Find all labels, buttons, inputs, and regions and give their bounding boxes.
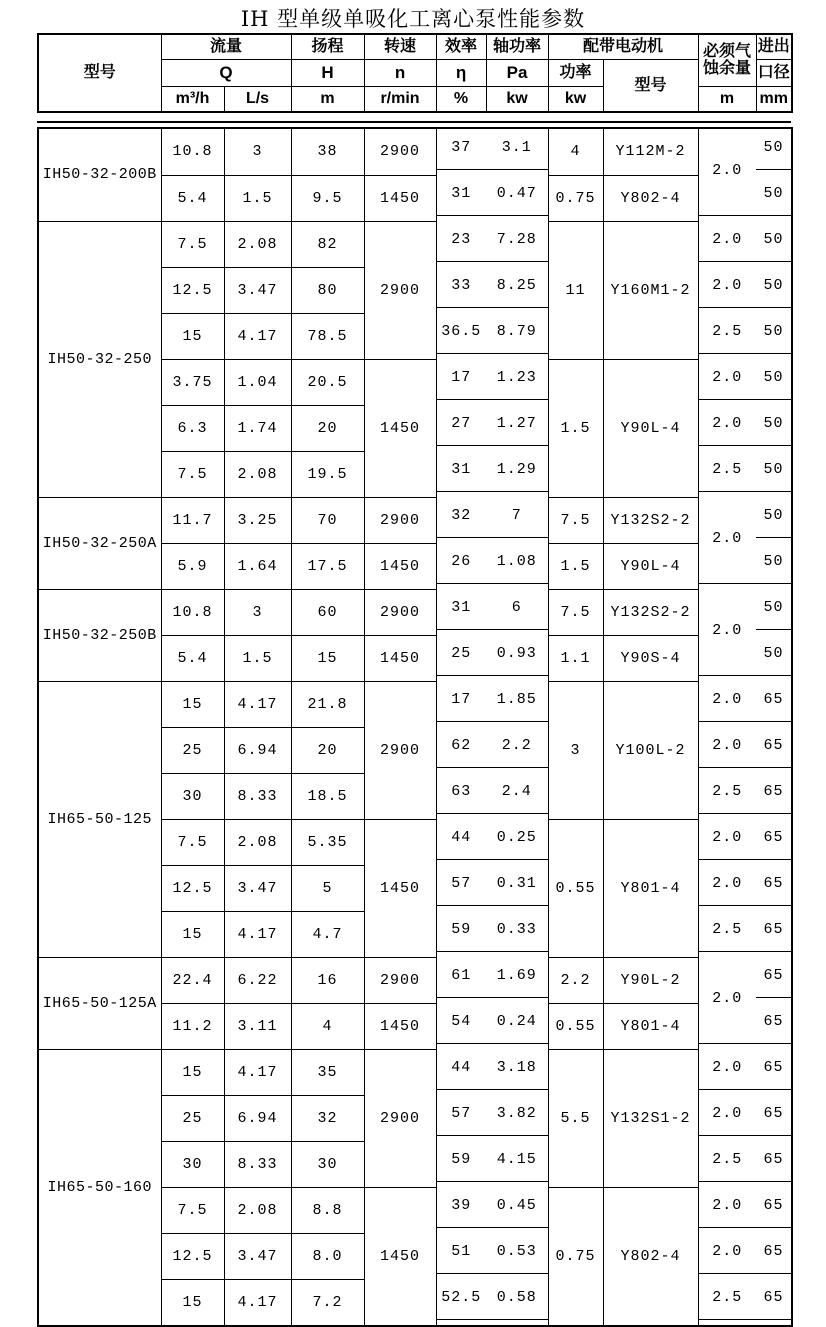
table-row (38, 128, 792, 175)
port-diameter-mm: 50 (756, 221, 792, 267)
shaft-power-kw: 8.25 (486, 267, 548, 313)
npsh-m: 2.0 (698, 727, 756, 773)
flow-m3h: 15 (161, 1279, 224, 1326)
flow-m3h: 5.9 (161, 543, 224, 589)
head-m: 15 (291, 635, 364, 681)
speed-rmin: 2900 (364, 497, 436, 543)
motor-power-kw: 1.1 (548, 635, 603, 681)
port-diameter-mm: 65 (756, 1095, 792, 1141)
motor-model: Y90L-2 (603, 957, 698, 1003)
flow-m3h: 7.5 (161, 451, 224, 497)
port-diameter-mm: 50 (756, 359, 792, 405)
header-head: 扬程 (291, 34, 364, 60)
flow-m3h: 10.8 (161, 589, 224, 635)
flow-ls: 4.17 (224, 313, 291, 359)
flow-ls: 8.33 (224, 773, 291, 819)
flow-m3h: 7.5 (161, 819, 224, 865)
head-m: 16 (291, 957, 364, 1003)
npsh-m: 2.0 (698, 267, 756, 313)
header-shaft-power: 轴功率 (486, 34, 548, 60)
shaft-power-kw: 1.29 (486, 451, 548, 497)
header-speed: 转速 (364, 34, 436, 60)
efficiency-percent: 31 (436, 589, 486, 635)
npsh-m: 2.5 (698, 1141, 756, 1187)
efficiency-percent: 57 (436, 1095, 486, 1141)
flow-ls: 2.08 (224, 451, 291, 497)
shaft-power-kw: 3.18 (486, 1049, 548, 1095)
flow-ls: 6.94 (224, 727, 291, 773)
header-ports-line1: 进出 (756, 34, 792, 60)
speed-rmin: 2900 (364, 957, 436, 1003)
flow-ls: 3 (224, 128, 291, 175)
pump-model: IH50-32-250B (38, 589, 161, 681)
page-title: IH 型单级单吸化工离心泵性能参数 (240, 7, 586, 31)
motor-power-kw: 0.75 (548, 1187, 603, 1326)
efficiency-percent: 36.5 (436, 313, 486, 359)
head-m: 35 (291, 1049, 364, 1095)
npsh-m: 2.0 (698, 1049, 756, 1095)
npsh-m: 2.5 (698, 773, 756, 819)
pump-model: IH50-32-250A (38, 497, 161, 589)
port-diameter-mm: 65 (756, 681, 792, 727)
motor-model: Y801-4 (603, 1003, 698, 1049)
flow-m3h: 30 (161, 1141, 224, 1187)
port-diameter-mm: 50 (756, 497, 792, 543)
flow-ls: 8.33 (224, 1141, 291, 1187)
motor-model: Y90L-4 (603, 543, 698, 589)
flow-ls: 1.64 (224, 543, 291, 589)
efficiency-percent: 54 (436, 1003, 486, 1049)
motor-power-kw: 3 (548, 681, 603, 819)
head-m: 32 (291, 1095, 364, 1141)
head-m: 18.5 (291, 773, 364, 819)
flow-ls: 4.17 (224, 681, 291, 727)
speed-rmin: 2900 (364, 589, 436, 635)
motor-power-kw: 1.5 (548, 359, 603, 497)
head-m: 20 (291, 405, 364, 451)
header-unit-head-m: m (291, 86, 364, 112)
motor-power-kw: 1.5 (548, 543, 603, 589)
shaft-power-kw: 1.08 (486, 543, 548, 589)
speed-rmin: 1450 (364, 1187, 436, 1326)
efficiency-percent: 44 (436, 819, 486, 865)
table-row (38, 221, 792, 267)
flow-m3h: 22.4 (161, 957, 224, 1003)
efficiency-percent: 31 (436, 451, 486, 497)
header-unit-pa-kw: kw (486, 86, 548, 112)
motor-power-kw: 0.55 (548, 1003, 603, 1049)
head-m: 4.7 (291, 911, 364, 957)
head-m: 80 (291, 267, 364, 313)
motor-model: Y90S-4 (603, 635, 698, 681)
flow-ls: 3.11 (224, 1003, 291, 1049)
flow-ls: 1.5 (224, 175, 291, 221)
header-unit-mm: mm (756, 86, 792, 112)
header-flow: 流量 (161, 34, 291, 60)
npsh-m: 2.0 (698, 1187, 756, 1233)
efficiency-percent: 52.5 (436, 1279, 486, 1326)
head-m: 17.5 (291, 543, 364, 589)
table-row (38, 957, 792, 1003)
shaft-power-kw: 7.28 (486, 221, 548, 267)
header-unit-rmin: r/min (364, 86, 436, 112)
table-row (38, 589, 792, 635)
flow-ls: 3.47 (224, 1233, 291, 1279)
flow-ls: 3 (224, 589, 291, 635)
motor-power-kw: 7.5 (548, 589, 603, 635)
shaft-power-kw: 0.24 (486, 1003, 548, 1049)
head-m: 82 (291, 221, 364, 267)
efficiency-percent: 59 (436, 911, 486, 957)
flow-m3h: 15 (161, 1049, 224, 1095)
npsh-m: 2.0 (698, 589, 756, 681)
motor-power-kw: 0.75 (548, 175, 603, 221)
speed-rmin: 2900 (364, 681, 436, 819)
shaft-power-kw: 0.25 (486, 819, 548, 865)
motor-model: Y802-4 (603, 1187, 698, 1326)
efficiency-percent: 32 (436, 497, 486, 543)
head-m: 8.8 (291, 1187, 364, 1233)
shaft-power-kw: 4.15 (486, 1141, 548, 1187)
head-m: 20 (291, 727, 364, 773)
shaft-power-kw: 1.27 (486, 405, 548, 451)
header-motor: 配带电动机 (548, 34, 698, 60)
flow-m3h: 7.5 (161, 221, 224, 267)
port-diameter-mm: 65 (756, 1141, 792, 1187)
flow-ls: 3.47 (224, 865, 291, 911)
shaft-power-kw: 0.47 (486, 175, 548, 221)
shaft-power-kw: 2.4 (486, 773, 548, 819)
header-efficiency-symbol: η (436, 60, 486, 87)
head-m: 70 (291, 497, 364, 543)
header-unit-npsh-m: m (698, 86, 756, 112)
speed-rmin: 2900 (364, 128, 436, 175)
efficiency-percent: 62 (436, 727, 486, 773)
head-m: 30 (291, 1141, 364, 1187)
header-shaft-power-symbol: Pa (486, 60, 548, 87)
header-ports-line2: 口径 (756, 60, 792, 87)
efficiency-percent: 39 (436, 1187, 486, 1233)
port-diameter-mm: 50 (756, 635, 792, 681)
efficiency-percent: 51 (436, 1233, 486, 1279)
flow-m3h: 10.8 (161, 128, 224, 175)
port-diameter-mm: 65 (756, 1187, 792, 1233)
speed-rmin: 1450 (364, 819, 436, 957)
efficiency-percent: 25 (436, 635, 486, 681)
flow-ls: 4.17 (224, 1049, 291, 1095)
efficiency-percent: 44 (436, 1049, 486, 1095)
shaft-power-kw: 7 (486, 497, 548, 543)
efficiency-percent: 37 (436, 128, 486, 175)
header-npsh (698, 34, 756, 86)
flow-m3h: 5.4 (161, 635, 224, 681)
npsh-m: 2.0 (698, 957, 756, 1049)
port-diameter-mm: 65 (756, 819, 792, 865)
motor-power-kw: 7.5 (548, 497, 603, 543)
shaft-power-kw: 0.45 (486, 1187, 548, 1233)
efficiency-percent: 61 (436, 957, 486, 1003)
port-diameter-mm: 65 (756, 911, 792, 957)
flow-m3h: 6.3 (161, 405, 224, 451)
flow-m3h: 25 (161, 1095, 224, 1141)
shaft-power-kw: 8.79 (486, 313, 548, 359)
shaft-power-kw: 1.69 (486, 957, 548, 1003)
port-diameter-mm: 65 (756, 957, 792, 1003)
speed-rmin: 1450 (364, 175, 436, 221)
head-m: 20.5 (291, 359, 364, 405)
efficiency-percent: 26 (436, 543, 486, 589)
head-m: 9.5 (291, 175, 364, 221)
flow-m3h: 11.7 (161, 497, 224, 543)
header-unit-m3h: m³/h (161, 86, 224, 112)
npsh-m: 2.5 (698, 451, 756, 497)
port-diameter-mm: 50 (756, 451, 792, 497)
port-diameter-mm: 65 (756, 865, 792, 911)
shaft-power-kw: 0.53 (486, 1233, 548, 1279)
shaft-power-kw: 0.31 (486, 865, 548, 911)
npsh-m: 2.5 (698, 911, 756, 957)
npsh-m: 2.0 (698, 1233, 756, 1279)
head-m: 21.8 (291, 681, 364, 727)
pump-model: IH65-50-125A (38, 957, 161, 1049)
shaft-power-kw: 1.23 (486, 359, 548, 405)
shaft-power-kw: 0.93 (486, 635, 548, 681)
npsh-m: 2.5 (698, 313, 756, 359)
efficiency-percent: 57 (436, 865, 486, 911)
head-m: 8.0 (291, 1233, 364, 1279)
efficiency-percent: 23 (436, 221, 486, 267)
pump-model: IH65-50-125 (38, 681, 161, 957)
table-row (38, 681, 792, 727)
flow-ls: 2.08 (224, 1187, 291, 1233)
npsh-m: 2.5 (698, 1279, 756, 1326)
port-diameter-mm: 50 (756, 175, 792, 221)
port-diameter-mm: 65 (756, 1279, 792, 1326)
port-diameter-mm: 50 (756, 589, 792, 635)
flow-ls: 1.04 (224, 359, 291, 405)
flow-ls: 6.22 (224, 957, 291, 1003)
header-motor-model: 型号 (603, 60, 698, 112)
port-diameter-mm: 65 (756, 1233, 792, 1279)
efficiency-percent: 59 (436, 1141, 486, 1187)
header-motor-power: 功率 (548, 60, 603, 87)
header-npsh-line1: 必须气 (703, 42, 752, 60)
speed-rmin: 1450 (364, 635, 436, 681)
efficiency-percent: 63 (436, 773, 486, 819)
head-m: 4 (291, 1003, 364, 1049)
motor-power-kw: 2.2 (548, 957, 603, 1003)
flow-ls: 1.74 (224, 405, 291, 451)
motor-model: Y132S1-2 (603, 1049, 698, 1187)
shaft-power-kw: 3.1 (486, 128, 548, 175)
npsh-m: 2.0 (698, 128, 756, 221)
port-diameter-mm: 65 (756, 1003, 792, 1049)
pump-model: IH50-32-200B (38, 128, 161, 221)
flow-ls: 6.94 (224, 1095, 291, 1141)
flow-m3h: 12.5 (161, 267, 224, 313)
shaft-power-kw: 6 (486, 589, 548, 635)
flow-m3h: 5.4 (161, 175, 224, 221)
shaft-power-kw: 2.2 (486, 727, 548, 773)
head-m: 7.2 (291, 1279, 364, 1326)
motor-model: Y160M1-2 (603, 221, 698, 359)
flow-ls: 1.5 (224, 635, 291, 681)
npsh-m: 2.0 (698, 405, 756, 451)
pump-model: IH65-50-160 (38, 1049, 161, 1326)
header-table (37, 33, 793, 113)
flow-m3h: 3.75 (161, 359, 224, 405)
head-m: 5 (291, 865, 364, 911)
motor-power-kw: 4 (548, 128, 603, 175)
port-diameter-mm: 65 (756, 727, 792, 773)
efficiency-percent: 27 (436, 405, 486, 451)
head-m: 19.5 (291, 451, 364, 497)
npsh-m: 2.0 (698, 359, 756, 405)
npsh-m: 2.0 (698, 221, 756, 267)
motor-model: Y801-4 (603, 819, 698, 957)
npsh-m: 2.0 (698, 865, 756, 911)
flow-m3h: 25 (161, 727, 224, 773)
shaft-power-kw: 0.58 (486, 1279, 548, 1326)
header-model: 型号 (38, 34, 161, 112)
npsh-m: 2.0 (698, 497, 756, 589)
npsh-m: 2.0 (698, 1095, 756, 1141)
flow-ls: 2.08 (224, 221, 291, 267)
header-speed-symbol: n (364, 60, 436, 87)
shaft-power-kw: 3.82 (486, 1095, 548, 1141)
speed-rmin: 1450 (364, 1003, 436, 1049)
speed-rmin: 2900 (364, 221, 436, 359)
table-row (38, 497, 792, 543)
table-row (38, 1049, 792, 1095)
motor-model: Y90L-4 (603, 359, 698, 497)
header-efficiency: 效率 (436, 34, 486, 60)
head-m: 60 (291, 589, 364, 635)
flow-m3h: 11.2 (161, 1003, 224, 1049)
header-flow-symbol: Q (161, 60, 291, 87)
flow-m3h: 15 (161, 681, 224, 727)
head-m: 38 (291, 128, 364, 175)
npsh-m: 2.0 (698, 681, 756, 727)
data-table (37, 127, 793, 1327)
efficiency-percent: 17 (436, 681, 486, 727)
port-diameter-mm: 50 (756, 405, 792, 451)
motor-power-kw: 5.5 (548, 1049, 603, 1187)
npsh-m: 2.0 (698, 819, 756, 865)
motor-model: Y100L-2 (603, 681, 698, 819)
pump-model: IH50-32-250 (38, 221, 161, 497)
flow-ls: 4.17 (224, 1279, 291, 1326)
flow-ls: 2.08 (224, 819, 291, 865)
header-head-symbol: H (291, 60, 364, 87)
body-top-rule (37, 121, 791, 123)
motor-model: Y132S2-2 (603, 589, 698, 635)
port-diameter-mm: 50 (756, 543, 792, 589)
header-unit-ls: L/s (224, 86, 291, 112)
motor-model: Y802-4 (603, 175, 698, 221)
motor-power-kw: 0.55 (548, 819, 603, 957)
header-unit-power-kw: kw (548, 86, 603, 112)
flow-m3h: 15 (161, 911, 224, 957)
port-diameter-mm: 50 (756, 267, 792, 313)
port-diameter-mm: 65 (756, 773, 792, 819)
efficiency-percent: 31 (436, 175, 486, 221)
header-unit-percent: % (436, 86, 486, 112)
flow-m3h: 12.5 (161, 1233, 224, 1279)
motor-model: Y112M-2 (603, 128, 698, 175)
flow-ls: 3.47 (224, 267, 291, 313)
flow-ls: 4.17 (224, 911, 291, 957)
speed-rmin: 1450 (364, 543, 436, 589)
flow-m3h: 7.5 (161, 1187, 224, 1233)
motor-model: Y132S2-2 (603, 497, 698, 543)
speed-rmin: 2900 (364, 1049, 436, 1187)
motor-power-kw: 11 (548, 221, 603, 359)
flow-ls: 3.25 (224, 497, 291, 543)
head-m: 5.35 (291, 819, 364, 865)
speed-rmin: 1450 (364, 359, 436, 497)
port-diameter-mm: 65 (756, 1049, 792, 1095)
efficiency-percent: 33 (436, 267, 486, 313)
flow-m3h: 12.5 (161, 865, 224, 911)
header-npsh-line2: 蚀余量 (703, 60, 752, 78)
flow-m3h: 15 (161, 313, 224, 359)
port-diameter-mm: 50 (756, 313, 792, 359)
head-m: 78.5 (291, 313, 364, 359)
shaft-power-kw: 1.85 (486, 681, 548, 727)
efficiency-percent: 17 (436, 359, 486, 405)
port-diameter-mm: 50 (756, 128, 792, 175)
flow-m3h: 30 (161, 773, 224, 819)
shaft-power-kw: 0.33 (486, 911, 548, 957)
